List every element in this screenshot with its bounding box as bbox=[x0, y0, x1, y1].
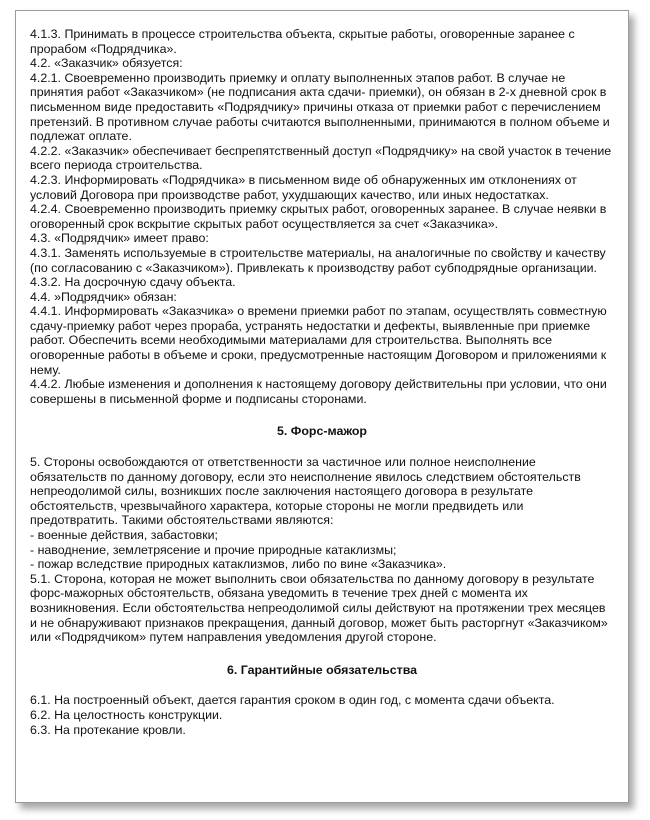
section-5-force-majeure bbox=[30, 455, 614, 645]
clause-6-2: 6.2. На целостность конструкции. bbox=[30, 707, 223, 722]
list-item-fire: - пожар вследствие природных катаклизмов, либо по вине «Заказчика». bbox=[30, 557, 447, 572]
clause-6-3: 6.3. На протекание кровли. bbox=[30, 722, 186, 737]
clause-6-1: 6.1. На построенный объект, дается гарантия сроком в один год, с момента сдачи объекта. bbox=[30, 693, 555, 708]
section-5-heading: 5. Форс-мажор bbox=[276, 424, 367, 439]
clause-4-2-2: 4.2.2. «Заказчик» обеспечивает беспрепятственный доступ «Подрядчику» на свой участок в течение всего периода строительства. bbox=[30, 143, 612, 173]
clause-4-2: 4.2. «Заказчик» обязуется: bbox=[30, 56, 183, 71]
section-6-warranty bbox=[30, 693, 614, 737]
section-6-heading: 6. Гарантийные обязательства bbox=[226, 662, 418, 677]
clause-4-4-2: 4.4.2. Любые изменения и дополнения к настоящему договору действительны при условии, что они совершены в письменной форме и подписаны сторонами. bbox=[30, 377, 607, 406]
clause-4-2-3: 4.2.3. Информировать «Подрядчика» в письменном виде об обнаруженных им отклонениях от условий Договора при производстве работ, ухудшающих качество, или иных недостатках. bbox=[30, 172, 577, 202]
clause-4-4-1: 4.4.1. Информировать «Заказчика» о времени приемки работ по этапам, осуществлять совместную сдачу-приемку работ через прораба, устранять недостатки и дефекты, выявленные при приемке работ. Обеспечить всеми необходимыми материалами для строительства. Выполнять все оговоренные работы в объеме и сроки, предусмотренные настоящим Договором и приложениями к нему. bbox=[30, 304, 607, 377]
list-item-flood: - наводнение, землетрясение и прочие природные катаклизмы; bbox=[30, 542, 397, 557]
document-body bbox=[30, 27, 614, 737]
clause-5-1: 5.1. Сторона, которая не может выполнить свои обязательства по данному договору в результате форс-мажорных обстоятельств, обязана уведомить в течение трех дней с момента их возникновения. Если обстоятельства непреодолимой силы действуют на протяжении трех месяцев и не обнаруживают признаков прекращения, данный договор, может быть расторгнут «Заказчиком» или «Подрядчиком» путем направления уведомления другой стороне. bbox=[30, 571, 608, 645]
clause-4-2-1: 4.2.1. Своевременно производить приемку и оплату выполненных этапов работ. В случае не принятия работ «Заказчиком» (не подписания акта сдачи- приемки), он обязан в 2-х дневной срок в письменном виде предоставить «Подрядчику» причины отказа от приемки работ с перечислением претензий. В противном случае работы считаются выполненными, принимаются в полном объеме и подлежат оплате. bbox=[30, 70, 610, 144]
list-item-military: - военные действия, забастовки; bbox=[30, 528, 218, 542]
clause-4-1-3: 4.1.3. Принимать в процессе строительства объекта, скрытые работы, оговоренные заранее с прорабом «Подрядчика». bbox=[30, 27, 575, 56]
clause-4-3-1: 4.3.1. Заменять используемые в строительстве материалы, на аналогичные по свойству и качеству (по согласованию с «Заказчиком»). Привлекать к производству работ субподрядные организации. bbox=[30, 245, 606, 275]
clause-5: 5. Стороны освобождаются от ответственности за частичное или полное неисполнение обязательств по данному договору, если это неисполнение явилось следствием обстоятельств непреодолимой силы, возникших после заключения настоящего договора в результате обстоятельств, чрезвычайного характера, которые стороны не могли предвидеть или предотвратить. Такими обстоятельствами являются: bbox=[30, 455, 581, 528]
clause-4-3: 4.3. «Подрядчик» имеет право: bbox=[30, 231, 209, 246]
document-page bbox=[15, 10, 629, 803]
clause-4-4: 4.4. »Подрядчик» обязан: bbox=[30, 289, 177, 304]
section-4-obligations bbox=[30, 27, 614, 406]
clause-4-3-2: 4.3.2. На досрочную сдачу объекта. bbox=[30, 275, 236, 290]
clause-4-2-4: 4.2.4. Своевременно производить приемку скрытых работ, оговоренных заранее. В случае неявки в оговоренный срок вскрытие скрытых работ осуществляется за счет «Заказчика». bbox=[30, 202, 607, 231]
